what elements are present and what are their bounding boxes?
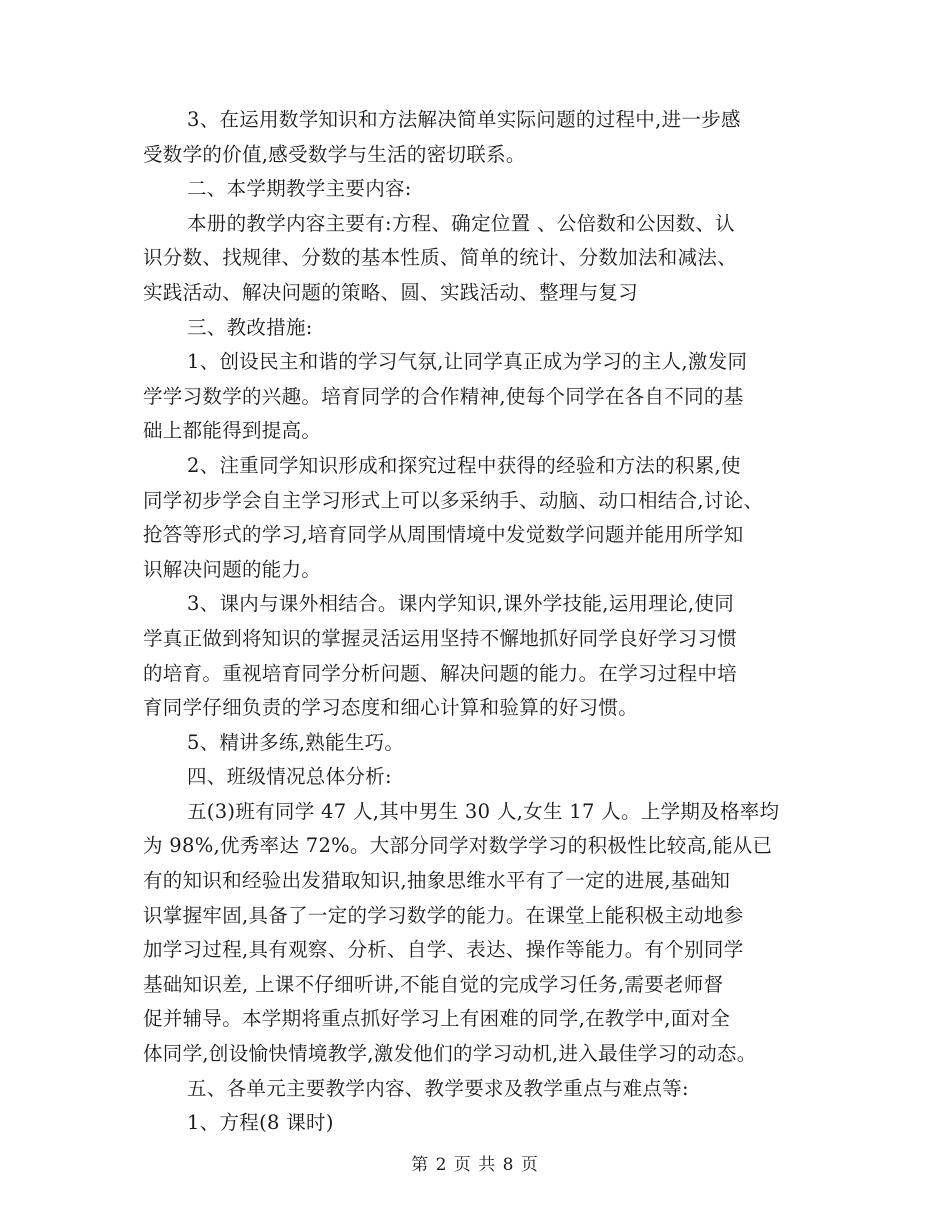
text-line: 五(3)班有同学 47 人,其中男生 30 人,女生 17 人。上学期及格率均 [187, 799, 780, 823]
text-line: 的培育。重视培育同学分析问题、解决问题的能力。在学习过程中培 [143, 661, 738, 685]
text-line: 加学习过程,具有观察、分析、自学、表达、操作等能力。有个别同学 [143, 938, 744, 962]
text-line: 识解决问题的能力。 [143, 557, 322, 581]
text-line: 受数学的价值,感受数学与生活的密切联系。 [143, 142, 526, 166]
text-line: 5、精讲多练,熟能生巧。 [187, 730, 405, 754]
text-line: 3、课内与课外相结合。课内学知识,课外学技能,运用理论,使同 [187, 592, 735, 616]
text-line: 2、注重同学知识形成和探究过程中获得的经验和方法的积累,使 [187, 453, 741, 477]
text-line: 1、创设民主和谐的学习气氛,让同学真正成为学习的主人,激发同 [187, 350, 748, 374]
text-line: 识掌握牢固,具备了一定的学习数学的能力。在课堂上能积极主动地参 [143, 903, 744, 927]
text-line: 体同学,创设愉快情境教学,激发他们的学习动机,进入最佳学习的动态。 [143, 1042, 757, 1066]
text-line: 本册的教学内容主要有:方程、确定位置 、公倍数和公因数、认 [187, 211, 735, 235]
text-line: 础上都能得到提高。 [143, 419, 322, 443]
text-line: 二、本学期教学主要内容: [187, 177, 412, 201]
text-line: 基础知识差, 上课不仔细听讲,不能自觉的完成学习任务,需要老师督 [143, 972, 724, 996]
text-line: 实践活动、解决问题的策略、圆、实践活动、整理与复习 [143, 280, 639, 304]
text-line: 1、方程(8 课时) [187, 1111, 334, 1135]
text-line: 有的知识和经验出发猎取知识,抽象思维水平有了一定的进展,基础知 [143, 869, 731, 893]
text-line: 识分数、找规律、分数的基本性质、简单的统计、分数加法和减法、 [143, 246, 738, 270]
text-line: 同学初步学会自主学习形式上可以多采纳手、动脑、动口相结合,讨论、 [143, 488, 764, 512]
page-footer: 第 2 页 共 8 页 [411, 1155, 539, 1175]
text-line: 育同学仔细负责的学习态度和细心计算和验算的好习惯。 [143, 696, 639, 720]
text-line: 为 98%,优秀率达 72%。大部分同学对数学学习的积极性比较高,能从已 [143, 834, 773, 858]
text-line: 抢答等形式的学习,培育同学从周围情境中发觉数学问题并能用所学知 [143, 523, 744, 547]
text-line: 三、教改措施: [187, 315, 313, 339]
text-line: 学学习数学的兴趣。培育同学的合作精神,使每个同学在各自不同的基 [143, 384, 744, 408]
text-line: 学真正做到将知识的掌握灵活运用坚持不懈地抓好同学良好学习习惯 [143, 626, 738, 650]
document-body [143, 103, 833, 1141]
text-line: 四、班级情况总体分析: [187, 765, 392, 789]
text-line: 3、在运用数学知识和方法解决简单实际问题的过程中,进一步感 [187, 108, 741, 131]
text-line: 五、各单元主要教学内容、教学要求及教学重点与难点等: [187, 1076, 689, 1100]
text-line: 促并辅导。本学期将重点抓好学习上有困难的同学,在教学中,面对全 [143, 1007, 731, 1031]
